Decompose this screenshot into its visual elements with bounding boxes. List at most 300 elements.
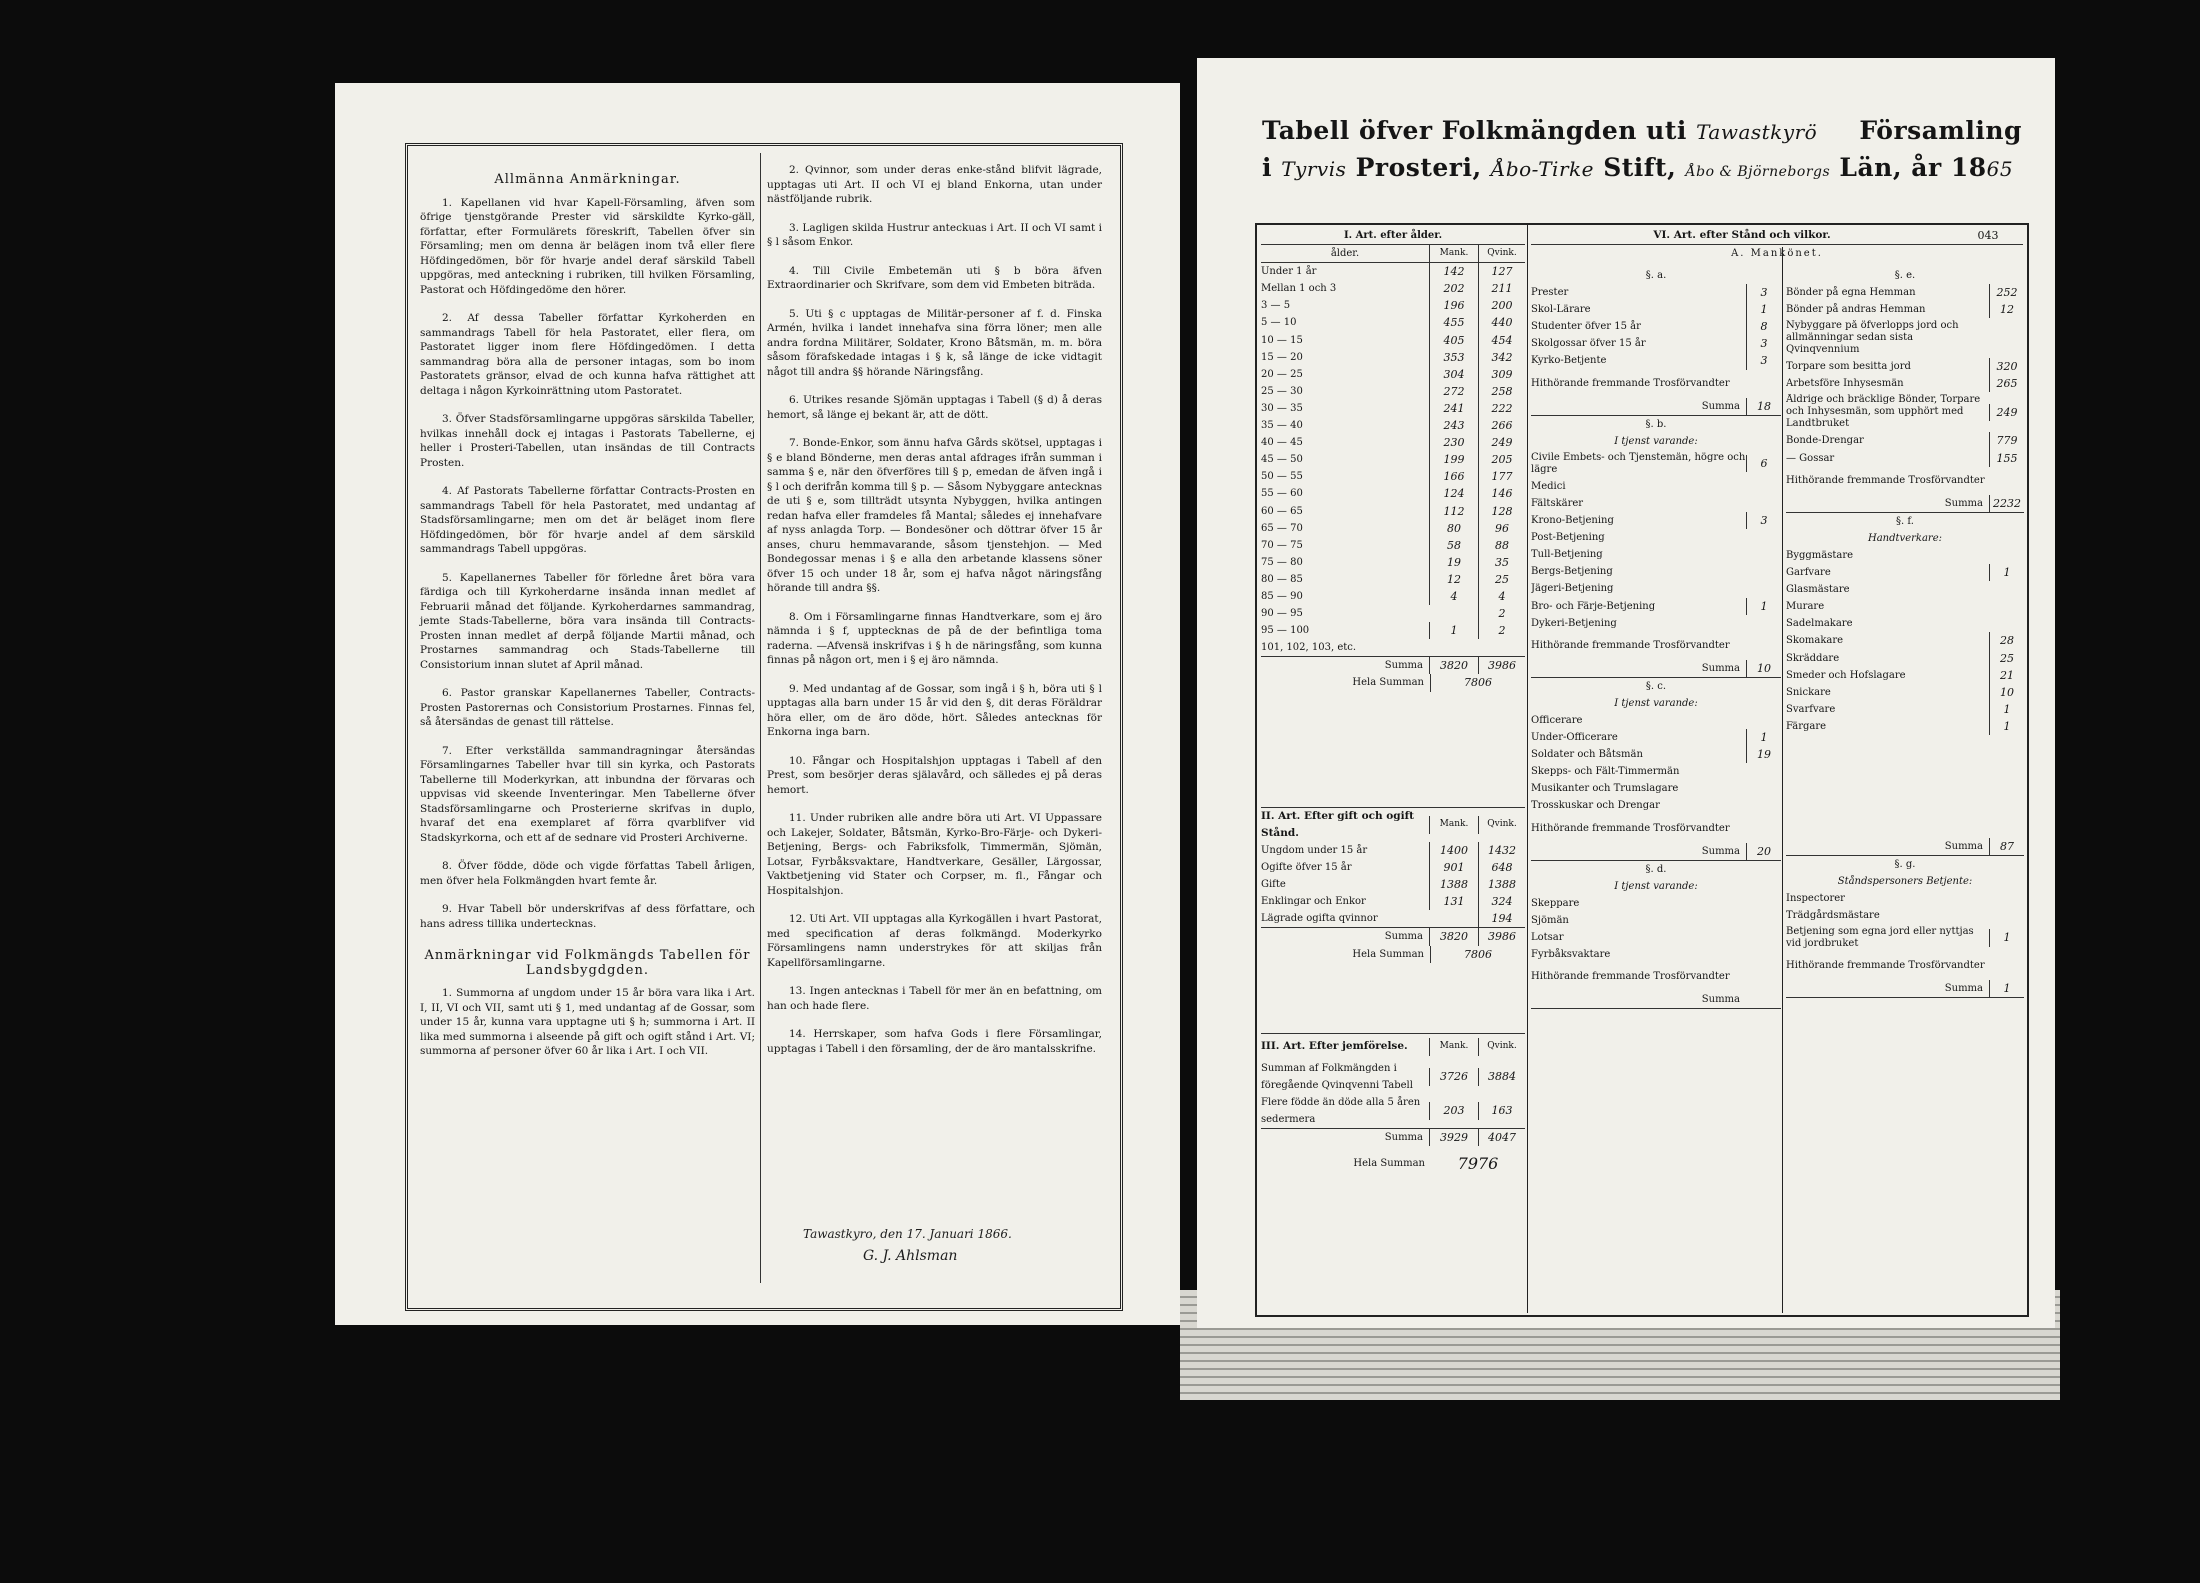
art1-rows xyxy=(1261,263,1525,656)
art2-col-q: Qvink. xyxy=(1478,816,1525,833)
table-row xyxy=(1786,907,2024,924)
art6-sub: A. Mankönet. xyxy=(1531,244,2023,262)
row-label: Bergs-Betjening xyxy=(1531,566,1613,578)
table-row xyxy=(1531,495,1781,512)
row-value: 3 xyxy=(1746,352,1781,369)
note-paragraph: 11. Under rubriken alle andre böra uti Art. VI Uppassare och Lakejer, Soldater, Båtsmän, Kyrko-Bro-Färje- och Dykeri-Betjening, Bergs- och Fabriksfolk, Timmermän, Sjömän, Lotsar, Fyrbåksvaktare, Handtverkare, Gesäller, Lärgossar, Vaktbetjening vid Stater och Corpser, m. fl., Fångar och Hospitalshjon. xyxy=(767,812,1102,897)
row-label: Under-Officerare xyxy=(1531,732,1618,744)
row-value-women: 35 xyxy=(1478,554,1525,571)
art2-hela-label: Hela Summan xyxy=(1352,948,1424,960)
row-label: 55 — 60 xyxy=(1261,488,1303,500)
table-row xyxy=(1261,349,1525,366)
row-value: 3 xyxy=(1746,512,1781,529)
table-row xyxy=(1786,564,2024,581)
table-row xyxy=(1786,890,2024,907)
art1-hela: 7806 xyxy=(1430,674,1525,691)
row-value-women: 4 xyxy=(1478,588,1525,605)
row-label: Svarfvare xyxy=(1786,703,1836,715)
blank-row xyxy=(1786,803,2024,820)
art6-divider xyxy=(1782,247,1783,1313)
row-label: Jägeri-Betjening xyxy=(1531,583,1614,595)
row-label: Hithörande fremmande Trosförvandter xyxy=(1531,971,1730,983)
row-value-women: 146 xyxy=(1478,485,1525,502)
table-row xyxy=(1786,301,2024,318)
art3-col-q: Qvink. xyxy=(1478,1038,1525,1055)
row-value-men: 272 xyxy=(1429,383,1478,400)
row-label: Summan af Folkmängden i föregående Qvinqvenni Tabell xyxy=(1261,1062,1413,1091)
row-value-women: 454 xyxy=(1478,332,1525,349)
row-label: Studenter öfver 15 år xyxy=(1531,321,1641,333)
table-row xyxy=(1261,554,1525,571)
table-row xyxy=(1531,946,1781,963)
title-part-6: Län, år 18 xyxy=(1839,153,1987,182)
population-table xyxy=(1255,223,2029,1317)
row-label: 75 — 80 xyxy=(1261,556,1303,568)
table-row xyxy=(1261,622,1525,639)
table-row xyxy=(1261,639,1525,656)
row-label: Betjening som egna jord eller nyttjas vid jordbruket xyxy=(1786,926,1974,949)
row-value: 3 xyxy=(1746,335,1781,352)
summa-value: 2232 xyxy=(1989,495,2024,512)
row-label: Lotsar xyxy=(1531,932,1564,943)
row-label: Ungdom under 15 år xyxy=(1261,845,1368,856)
art3-rows xyxy=(1261,1060,1525,1128)
row-value-women: 2 xyxy=(1478,622,1525,639)
table-row xyxy=(1261,332,1525,349)
left-page xyxy=(335,83,1180,1325)
section-sg xyxy=(1786,856,2024,998)
notes-column-1 xyxy=(420,163,755,1073)
summa-label: Summa xyxy=(1944,983,1983,994)
table-row xyxy=(1531,632,1781,660)
section-subtitle: Ståndspersoners Betjente: xyxy=(1837,875,1973,887)
row-label: Smeder och Hofslagare xyxy=(1786,669,1906,681)
art3-summa-label: Summa xyxy=(1384,1132,1423,1143)
row-label: Åldrige och bräcklige Bönder, Torpare och Inhysesmän, som upphört med Landtbruket xyxy=(1786,394,1981,430)
row-label: Nybyggare på öfverlopps jord och allmänningar sedan sista Qvinqvennium xyxy=(1786,320,1959,356)
row-value-women: 25 xyxy=(1478,571,1525,588)
year-suffix: 65 xyxy=(1986,157,2014,181)
blank-row xyxy=(1786,752,2024,769)
table-row xyxy=(1261,1094,1525,1128)
signature-block xyxy=(803,1223,1103,1267)
summa-value: 20 xyxy=(1746,843,1781,860)
row-label: Musikanter och Trumslagare xyxy=(1531,783,1679,795)
row-value-women: 177 xyxy=(1478,468,1525,485)
row-label: 10 — 15 xyxy=(1261,334,1303,346)
art3-summa-m: 3929 xyxy=(1429,1129,1478,1146)
summa-label: Summa xyxy=(1944,497,1983,509)
art2-rows xyxy=(1261,842,1525,927)
row-label: 50 — 55 xyxy=(1261,471,1303,483)
row-label: 70 — 75 xyxy=(1261,539,1303,551)
row-value: 1 xyxy=(1989,718,2024,735)
row-value: 12 xyxy=(1989,301,2024,318)
row-value-men: 353 xyxy=(1429,349,1478,366)
row-label: Kyrko-Betjente xyxy=(1531,355,1607,367)
note-paragraph: 2. Af dessa Tabeller författar Kyrkoherden en sammandrags Tabell för hela Pastoratet, eller flera, om Pastoratet ligger inom flere Höfdingedömen. I detta sammandrag böra alla de personer intagas, som bo inom Pastoratets gränsor, elvad de och kunna hafva rättighet att deltaga i någon Kyrkoinrättning utom Pastoratet. xyxy=(420,312,755,397)
table-row xyxy=(1261,451,1525,468)
row-label: Medici xyxy=(1531,480,1566,492)
row-value-women: 200 xyxy=(1478,297,1525,314)
row-label: Inspectorer xyxy=(1786,892,1845,904)
row-value: 3 xyxy=(1746,284,1781,301)
row-label: Byggmästare xyxy=(1786,549,1854,561)
table-row xyxy=(1531,815,1781,843)
table-row xyxy=(1261,520,1525,537)
summa-value: 18 xyxy=(1746,398,1781,415)
summa-label: Summa xyxy=(1701,994,1740,1006)
section-subtitle: I tjenst varande: xyxy=(1614,697,1698,709)
art2-col-m: Mank. xyxy=(1429,816,1478,833)
blank-row xyxy=(1786,786,2024,803)
table-row xyxy=(1261,485,1525,502)
art1-summa-label: Summa xyxy=(1384,660,1423,672)
row-label: 20 — 25 xyxy=(1261,368,1303,380)
row-value-women: 309 xyxy=(1478,366,1525,383)
note-paragraph: 5. Kapellanernes Tabeller för förledne året böra vara färdiga och till Kyrkoherdarne insända innan medlet af Februarii månad det följande. Kyrkoherdarnes sammandrag, jemte Stads-Tabellerne, böra vara insända till Contracts-Prosten innan medlet af derpå följande Martii månad, och Prostarnes sammandrag och Stads-Tabellerne till Consistorium innan slutet af April månad. xyxy=(420,571,755,671)
art-divider xyxy=(1527,225,1528,1313)
art3-col-m: Mank. xyxy=(1429,1038,1478,1055)
table-row xyxy=(1531,712,1781,729)
section-sd xyxy=(1531,861,1781,1010)
row-value: 25 xyxy=(1989,650,2024,667)
table-row xyxy=(1261,876,1525,893)
row-value-men: 58 xyxy=(1429,537,1478,554)
row-value: 320 xyxy=(1989,358,2024,375)
note-paragraph: 1. Kapellanen vid hvar Kapell-Församling, äfven som öfrige tjenstgörande Prester vid särskildte Kyrko-gäll, författar, efter Formulärets föreskrift, Tabellen öfver sin Församling; men om denna är belägen inom två eller flere Höfdingedömen, bör för hvarje andel deraf särskild Tabell uppgöras, med anteckning i rubriken, till hvilken Församling, Pastorat och Höfdingedöme den hörer. xyxy=(420,196,755,296)
row-label: Hithörande fremmande Trosförvandter xyxy=(1531,639,1730,651)
row-value-men: 405 xyxy=(1429,332,1478,349)
note-paragraph: 6. Pastor granskar Kapellanernes Tabeller, Contracts-Prosten Pastorernas och Consistorium Prostarnes. Finnas fel, så återsändas de genast till rättelse. xyxy=(420,687,755,728)
row-value-men: 4 xyxy=(1429,588,1478,605)
notes-list-1 xyxy=(420,196,755,932)
row-label: 40 — 45 xyxy=(1261,437,1303,449)
row-value-men: 901 xyxy=(1429,859,1478,876)
row-value-women: 205 xyxy=(1478,451,1525,468)
table-row xyxy=(1786,701,2024,718)
table-row xyxy=(1531,546,1781,563)
summa-label: Summa xyxy=(1944,840,1983,852)
row-value-women: 2 xyxy=(1478,605,1525,622)
section-title: §. a. xyxy=(1645,270,1667,281)
table-row xyxy=(1531,352,1781,369)
row-value-men: 80 xyxy=(1429,520,1478,537)
row-label: Sjömän xyxy=(1531,914,1569,926)
row-value: 249 xyxy=(1989,404,2024,421)
table-row xyxy=(1531,763,1781,780)
note-paragraph: 4. Till Civile Embetemän uti § b böra äfven Extraordinarier och Skrifvare, som dem vid Embeten biträda. xyxy=(767,264,1102,291)
row-label: Murare xyxy=(1786,601,1825,613)
table-row xyxy=(1261,893,1525,910)
row-value-men: 304 xyxy=(1429,366,1478,383)
table-row xyxy=(1531,729,1781,746)
table-row xyxy=(1531,335,1781,352)
row-label: Trosskuskar och Drengar xyxy=(1531,800,1660,812)
summa-row xyxy=(1531,398,1781,416)
row-value-women: 342 xyxy=(1478,349,1525,366)
notes-list-2 xyxy=(767,163,1102,1056)
row-value-women: 194 xyxy=(1478,910,1525,927)
table-row xyxy=(1786,667,2024,684)
note-paragraph: 3. Lagligen skilda Hustrur anteckuas i Art. II och VI samt i § l såsom Enkor. xyxy=(767,221,1102,248)
row-value: 1 xyxy=(1989,929,2024,946)
row-label: 45 — 50 xyxy=(1261,454,1303,466)
section-title: §. c. xyxy=(1645,680,1667,692)
title-part-1: Tabell öfver Folkmängden uti xyxy=(1262,116,1687,145)
table-row xyxy=(1786,318,2024,358)
notes-title: Allmänna Anmärkningar. xyxy=(494,172,681,187)
row-label: 15 — 20 xyxy=(1261,351,1303,363)
table-row xyxy=(1786,450,2024,467)
row-label: Bönder på andras Hemman xyxy=(1786,304,1926,316)
row-value-men: 202 xyxy=(1429,280,1478,297)
table-row xyxy=(1261,537,1525,554)
row-label: 30 — 35 xyxy=(1261,402,1303,414)
row-label: Trädgårdsmästare xyxy=(1786,909,1880,921)
row-label: Skräddare xyxy=(1786,652,1840,664)
row-label: Bro- och Färje-Betjening xyxy=(1531,600,1656,612)
parish-name: Tawastkyrö xyxy=(1696,120,1818,144)
row-label: Enklingar och Enkor xyxy=(1261,896,1366,908)
table-row xyxy=(1531,512,1781,529)
table-row xyxy=(1786,684,2024,701)
summa-row xyxy=(1786,838,2024,856)
art6-header: VI. Art. efter Stånd och vilkor. xyxy=(1653,229,1831,241)
section-sc xyxy=(1531,678,1781,861)
row-value-men: 1 xyxy=(1429,622,1478,639)
art3-header: III. Art. Efter jemförelse. xyxy=(1261,1040,1408,1053)
row-value: 1 xyxy=(1746,729,1781,746)
art1-hela-label: Hela Summan xyxy=(1352,677,1424,689)
row-label: 101, 102, 103, etc. xyxy=(1261,642,1357,654)
art2-summa-label: Summa xyxy=(1384,931,1423,943)
note-paragraph: 7. Bonde-Enkor, som ännu hafva Gårds skötsel, upptagas i § e bland Bönderne, men deras antal afdrages ifrån summan i samma § e, när den öfverföres till § p, emedan de äfven ingå i § l och derifrån komma till § p. — Såsom Nybyggare antecknas de uti § e, som tillträdt utsynta Nybyggen, hvilka antingen redan hafva eller framdeles få Mantal; således ej innehafvare af nyss anlagda Torp. — Bondesöner och döttrar öfver 15 år anses, churu hemmavarande, såsom tjenstehjon. — Med Bondegossar menas i § e alla den arbetande klassens söner öfver 15 och under 18 år, som ej hafva något näringsfång hörande till andra §§. xyxy=(767,437,1102,594)
row-label: Dykeri-Betjening xyxy=(1531,617,1617,629)
table-row xyxy=(1786,375,2024,392)
row-label: Tull-Betjening xyxy=(1531,549,1603,561)
row-label: Officerare xyxy=(1531,714,1583,726)
row-value-men: 142 xyxy=(1429,263,1478,280)
prosteri-name: Tyrvis xyxy=(1281,157,1347,181)
art2-hela: 7806 xyxy=(1430,946,1525,963)
row-label: 3 — 5 xyxy=(1261,300,1291,312)
art1-summa-q: 3986 xyxy=(1478,657,1525,674)
note-paragraph: 2. Qvinnor, som under deras enke-stånd blifvit lägrade, upptagas uti Art. II och VI ej bland Enkorna, utan under nästföljande rubrik. xyxy=(767,164,1102,205)
row-value: 252 xyxy=(1989,284,2024,301)
row-value-women: 324 xyxy=(1478,893,1525,910)
note-paragraph: 9. Med undantag af de Gossar, som ingå i § h, böra uti § l upptagas alla barn under 15 år vid den §, dit deras Föräldrar höra eller, om de äro döde, hört. Således antecknas för Enkorna inga barn. xyxy=(767,682,1102,738)
row-value-women: 1388 xyxy=(1478,876,1525,893)
title-part-5: Stift, xyxy=(1603,153,1677,182)
section-title: §. g. xyxy=(1894,858,1916,870)
note-paragraph: 8. Öfver födde, döde och vigde författas Tabell årligen, men öfver hela Folkmängden hvart femte år. xyxy=(420,860,755,887)
table-row xyxy=(1786,581,2024,598)
table-row xyxy=(1261,314,1525,331)
row-value: 19 xyxy=(1746,746,1781,763)
row-label: Garfvare xyxy=(1786,567,1831,579)
summa-row xyxy=(1786,495,2024,513)
title-part-3: i xyxy=(1262,153,1272,182)
art2-section xyxy=(1261,807,1525,963)
table-row xyxy=(1261,859,1525,876)
row-value-men: 196 xyxy=(1429,297,1478,314)
table-row xyxy=(1786,392,2024,432)
row-value-women: 3884 xyxy=(1478,1068,1525,1085)
section-subtitle: I tjenst varande: xyxy=(1614,880,1698,892)
row-value: 1 xyxy=(1989,701,2024,718)
row-value-men: 230 xyxy=(1429,434,1478,451)
row-label: Glasmästare xyxy=(1786,584,1850,596)
summa-value: 10 xyxy=(1746,660,1781,677)
row-value: 1 xyxy=(1746,301,1781,318)
note-paragraph: 3. Öfver Stadsförsamlingarne uppgöras särskilda Tabeller, hvilkas innehåll dock ej intagas i Pastorats Tabellerne, ej heller i Prosteri-Tabellen, utan insändas de till Contracts Prosten. xyxy=(420,413,755,469)
title-part-4: Prosteri, xyxy=(1355,153,1482,182)
table-row xyxy=(1261,280,1525,297)
row-value-women: 88 xyxy=(1478,537,1525,554)
table-row xyxy=(1531,301,1781,318)
table-row xyxy=(1261,417,1525,434)
table-row xyxy=(1531,895,1781,912)
section-title: §. b. xyxy=(1645,418,1667,430)
title-part-2: Församling xyxy=(1859,116,2022,145)
row-label: Hithörande fremmande Trosförvandter xyxy=(1786,960,1985,971)
art2-header: II. Art. Efter gift och ogift Stånd. xyxy=(1261,809,1414,839)
summa-row xyxy=(1531,843,1781,861)
row-label: Skomakare xyxy=(1786,635,1844,647)
art3-hela: 7976 xyxy=(1457,1153,1499,1173)
art6-middle-column xyxy=(1531,267,1781,1009)
row-value-women: 211 xyxy=(1478,280,1525,297)
table-row xyxy=(1786,650,2024,667)
row-label: 5 — 10 xyxy=(1261,317,1297,329)
art2-summa-q: 3986 xyxy=(1478,928,1525,945)
art1-section xyxy=(1261,227,1525,692)
row-value: 8 xyxy=(1746,318,1781,335)
row-label: 25 — 30 xyxy=(1261,385,1303,397)
art3-summa-q: 4047 xyxy=(1478,1129,1525,1146)
table-row xyxy=(1786,718,2024,735)
row-label: Bonde-Drengar xyxy=(1786,435,1864,447)
summa-label: Summa xyxy=(1701,845,1740,857)
note-paragraph: 6. Utrikes resande Sjömän upptagas i Tabell (§ d) å deras hemort, så länge ej bekant är, att de dött. xyxy=(767,394,1102,421)
table-row xyxy=(1531,780,1781,797)
art1-header: I. Art. efter ålder. xyxy=(1343,230,1443,241)
row-value: 265 xyxy=(1989,375,2024,392)
row-label: Sadelmakare xyxy=(1786,618,1853,630)
section-se xyxy=(1786,267,2024,513)
row-label: Lägrade ogifta qvinnor xyxy=(1261,913,1378,925)
table-row xyxy=(1261,1060,1525,1094)
note-paragraph: 7. Efter verkställda sammandragningar återsändas Församlingarnes Tabeller hvar till sin kyrka, och Pastorats Tabellerne till Moderkyrkan, att inbundna der förvaras och uppvisas vid skeende Inventeringar. Men Tabellerne öfver Stadsförsamlingarne och Prosterierne skrifvas in duplo, hvaraf det ena exemplaret af förra qvarblifver vid Stadskyrkorna, och ett af de sednare vid Prosteri Archiverne. xyxy=(420,744,755,844)
table-row xyxy=(1531,580,1781,597)
row-label: 90 — 95 xyxy=(1261,608,1303,620)
row-label: Skol-Lärare xyxy=(1531,304,1591,316)
row-value-men: 199 xyxy=(1429,451,1478,468)
row-label: Post-Betjening xyxy=(1531,532,1605,544)
row-label: Civile Embets- och Tjenstemän, högre och lägre xyxy=(1531,451,1746,475)
row-value-men: 131 xyxy=(1429,893,1478,910)
table-row xyxy=(1261,842,1525,859)
summa-label: Summa xyxy=(1701,662,1740,674)
row-value-men: 166 xyxy=(1429,468,1478,485)
row-value-women: 266 xyxy=(1478,417,1525,434)
row-label: Skepps- och Fält-Timmermän xyxy=(1531,766,1680,778)
lan-name: Åbo & Björneborgs xyxy=(1685,164,1831,180)
table-row xyxy=(1261,468,1525,485)
art1-col-q: Qvink. xyxy=(1478,245,1525,262)
table-row xyxy=(1531,529,1781,546)
table-row xyxy=(1261,366,1525,383)
row-label: 95 — 100 xyxy=(1261,625,1310,637)
art2-summa-m: 3820 xyxy=(1429,928,1478,945)
row-value-men: 112 xyxy=(1429,503,1478,520)
table-row xyxy=(1261,605,1525,622)
row-value-women: 96 xyxy=(1478,520,1525,537)
table-row xyxy=(1261,400,1525,417)
table-row xyxy=(1531,598,1781,615)
row-value: 1 xyxy=(1746,598,1781,615)
row-value: 155 xyxy=(1989,450,2024,467)
row-value-men: 241 xyxy=(1429,400,1478,417)
row-value: 28 xyxy=(1989,632,2024,649)
table-row xyxy=(1786,547,2024,564)
row-value-women: 1432 xyxy=(1478,842,1525,859)
row-label: 85 — 90 xyxy=(1261,590,1303,602)
summa-row xyxy=(1786,980,2024,998)
note-paragraph: 4. Af Pastorats Tabellerne författar Contracts-Prosten en sammandrags Tabell för hela Pastoratet, med undantag af Stadsförsamlingarne; men om det är beläget inom flere Höfdingedömen, bör för hvarje andel af dem särskild sammandrags Tabell uppgöras. xyxy=(420,485,755,555)
table-row xyxy=(1531,478,1781,495)
table-row xyxy=(1531,929,1781,946)
row-value-men: 12 xyxy=(1429,571,1478,588)
row-label: Hithörande fremmande Trosförvandter xyxy=(1531,822,1730,834)
row-value: 10 xyxy=(1989,684,2024,701)
section-title: §. f. xyxy=(1896,515,1914,527)
section-sf xyxy=(1786,513,2024,856)
summa-row xyxy=(1531,660,1781,678)
row-label: Fyrbåksvaktare xyxy=(1531,949,1611,961)
art6-right-column xyxy=(1786,267,2024,998)
table-row xyxy=(1531,615,1781,632)
row-value-women: 222 xyxy=(1478,400,1525,417)
table-row xyxy=(1531,912,1781,929)
row-value-women: 128 xyxy=(1478,503,1525,520)
section-subtitle: Handtverkare: xyxy=(1868,532,1942,544)
summa-value: 1 xyxy=(1989,980,2024,997)
table-row xyxy=(1261,503,1525,520)
table-row xyxy=(1261,383,1525,400)
row-label: Snickare xyxy=(1786,686,1831,698)
note-paragraph: 9. Hvar Tabell bör underskrifvas af dess författare, och hans adress tillika undertecknas. xyxy=(420,903,755,930)
signature-name: G. J. Ahlsman xyxy=(863,1248,958,1264)
row-label: Färgare xyxy=(1786,720,1827,732)
table-row xyxy=(1531,563,1781,580)
row-label: Ogifte öfver 15 år xyxy=(1261,862,1352,874)
row-value-women: 440 xyxy=(1478,314,1525,331)
table-row xyxy=(1786,284,2024,301)
stift-name: Åbo-Tirke xyxy=(1490,157,1594,181)
section-sb xyxy=(1531,416,1781,678)
row-value-men: 243 xyxy=(1429,417,1478,434)
right-page xyxy=(1197,58,2055,1328)
row-label: Bönder på egna Hemman xyxy=(1786,287,1916,299)
table-row xyxy=(1786,615,2024,632)
row-value-men: 1388 xyxy=(1429,876,1478,893)
row-label: Fältskärer xyxy=(1531,497,1584,509)
table-row xyxy=(1531,797,1781,814)
table-row xyxy=(1261,434,1525,451)
row-value-men: 455 xyxy=(1429,314,1478,331)
